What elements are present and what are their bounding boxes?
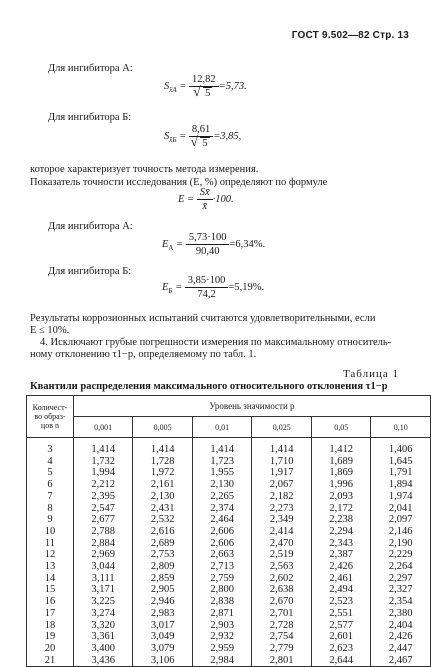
cell-quantile-value: 2,238 [311, 514, 371, 526]
cell-sample-count: 20 [27, 643, 74, 655]
cell-quantile-value: 1,894 [371, 479, 431, 491]
cell-quantile-value: 2,932 [192, 631, 252, 643]
quantile-table [26, 395, 431, 667]
cell-quantile-value: 3,049 [133, 631, 193, 643]
table-row [27, 584, 431, 596]
cell-quantile-value: 2,759 [192, 573, 252, 585]
cell-quantile-value: 2,265 [192, 491, 252, 503]
levels-row [27, 417, 431, 438]
cell-quantile-value: 2,395 [73, 491, 133, 503]
cell-quantile-value: 1,869 [311, 467, 371, 479]
table-row [27, 573, 431, 585]
cell-quantile-value: 2,426 [311, 561, 371, 573]
cell-quantile-value: 2,547 [73, 503, 133, 515]
table-row [27, 467, 431, 479]
cell-quantile-value: 1,972 [133, 467, 193, 479]
cell-quantile-value: 2,461 [311, 573, 371, 585]
table-row [27, 538, 431, 550]
cell-quantile-value: 2,212 [73, 479, 133, 491]
cell-quantile-value: 2,264 [371, 561, 431, 573]
cell-quantile-value: 2,809 [133, 561, 193, 573]
cell-quantile-value: 1,645 [371, 456, 431, 468]
cell-quantile-value: 2,387 [311, 549, 371, 561]
cell-quantile-value: 2,838 [192, 596, 252, 608]
text-precision-index: Показатель точности исследования (E, %) определяют по формуле [30, 177, 328, 188]
cell-quantile-value: 2,644 [311, 655, 371, 667]
fraction [189, 74, 219, 99]
cell-quantile-value: 2,859 [133, 573, 193, 585]
cell-quantile-value: 2,414 [252, 526, 312, 538]
cell-quantile-value: 2,431 [133, 503, 193, 515]
cell-quantile-value: 2,754 [252, 631, 312, 643]
cell-quantile-value: 2,563 [252, 561, 312, 573]
cell-quantile-value: 3,079 [133, 643, 193, 655]
cell-sample-count: 13 [27, 561, 74, 573]
cell-quantile-value: 2,788 [73, 526, 133, 538]
cell-quantile-value: 2,426 [371, 631, 431, 643]
cell-quantile-value: 1,955 [192, 467, 252, 479]
cell-quantile-value: 1,414 [73, 438, 133, 456]
cell-sample-count: 16 [27, 596, 74, 608]
cell-quantile-value: 1,728 [133, 456, 193, 468]
cell-quantile-value: 1,994 [73, 467, 133, 479]
cell-quantile-value: 3,106 [133, 655, 193, 667]
cell-quantile-value: 1,917 [252, 467, 312, 479]
header-level-0: 0,001 [73, 417, 133, 438]
table-title: Квантили распределения максимального относительного отклонения τ1−p [30, 381, 388, 392]
header-level-2: 0,01 [192, 417, 252, 438]
formula-lhs: S [164, 130, 170, 142]
cell-quantile-value: 3,017 [133, 620, 193, 632]
cell-sample-count: 17 [27, 608, 74, 620]
formula-subscript: А [168, 243, 174, 252]
cell-quantile-value: 2,871 [192, 608, 252, 620]
table-row [27, 631, 431, 643]
cell-quantile-value: 2,946 [133, 596, 193, 608]
cell-quantile-value: 2,606 [192, 538, 252, 550]
table-row [27, 526, 431, 538]
formula-result: =5,19%. [228, 281, 265, 293]
cell-quantile-value: 1,732 [73, 456, 133, 468]
cell-sample-count: 12 [27, 549, 74, 561]
cell-quantile-value: 1,791 [371, 467, 431, 479]
cell-quantile-value: 2,532 [133, 514, 193, 526]
text-characterizes: которое характеризует точность метода измерения. [30, 164, 259, 175]
formula-e-a: $E_А$ = $\frac{5,73\cdot 100}{90,40}$ =6,34%. [162, 232, 266, 257]
cell-quantile-value: 2,983 [133, 608, 193, 620]
cell-quantile-value: 2,273 [252, 503, 312, 515]
formula-result: =6,34%. [229, 238, 266, 250]
cell-quantile-value: 2,801 [252, 655, 312, 667]
cell-quantile-value: 2,297 [371, 573, 431, 585]
cell-sample-count: 10 [27, 526, 74, 538]
numerator: 12,82 [189, 74, 219, 87]
cell-quantile-value: 1,414 [192, 438, 252, 456]
header-level-5: 0,10 [371, 417, 431, 438]
cell-quantile-value: 3,320 [73, 620, 133, 632]
cell-quantile-value: 2,041 [371, 503, 431, 515]
formula-e [178, 187, 234, 212]
cell-quantile-value: 2,905 [133, 584, 193, 596]
cell-quantile-value: 2,067 [252, 479, 312, 491]
cell-quantile-value: 2,677 [73, 514, 133, 526]
table-body [27, 438, 431, 667]
fraction [185, 275, 229, 300]
cell-quantile-value: 2,327 [371, 584, 431, 596]
cell-quantile-value: 2,753 [133, 549, 193, 561]
cell-quantile-value: 2,884 [73, 538, 133, 550]
header-level-4: 0,05 [311, 417, 371, 438]
sqrt-icon: √ 5 [192, 138, 209, 149]
cell-sample-count: 14 [27, 573, 74, 585]
fraction [189, 124, 213, 149]
formula-subscript: x̄Б [169, 135, 177, 144]
text-for-inhibitor-a: Для ингибитора А: [48, 63, 133, 74]
cell-quantile-value: 1,689 [311, 456, 371, 468]
numerator: 8,61 [189, 124, 213, 137]
formula-lhs: E [162, 238, 169, 250]
cell-quantile-value: 2,190 [371, 538, 431, 550]
header-sample-count: Количест-во образ-цов n [27, 396, 74, 438]
cell-quantile-value: 1,412 [311, 438, 371, 456]
text-exclude-2: ному отклонению τ1−p, определяемому по табл. 1. [30, 349, 257, 360]
cell-quantile-value: 1,414 [252, 438, 312, 456]
numerator: Sx̄ [197, 187, 213, 200]
formula-s-a: $S_{x̄A}$ = 12,82 √ 5 =5,73. [164, 74, 247, 99]
cell-quantile-value: 3,171 [73, 584, 133, 596]
cell-quantile-value: 2,130 [192, 479, 252, 491]
cell-quantile-value: 3,400 [73, 643, 133, 655]
table-row [27, 655, 431, 667]
cell-quantile-value: 2,713 [192, 561, 252, 573]
cell-quantile-value: 3,044 [73, 561, 133, 573]
formula-result: =3,85, [213, 130, 242, 142]
cell-sample-count: 18 [27, 620, 74, 632]
cell-quantile-value: 2,182 [252, 491, 312, 503]
text-exclude-1: 4. Исключают грубые погрешности измерения по максимальному относитель- [40, 337, 392, 348]
table-row [27, 438, 431, 456]
text-for-inhibitor-b-2: Для ингибитора Б: [48, 266, 132, 277]
cell-quantile-value: 2,467 [371, 655, 431, 667]
cell-sample-count: 7 [27, 491, 74, 503]
table-row [27, 561, 431, 573]
denominator: x̄ [202, 201, 208, 212]
cell-quantile-value: 1,996 [311, 479, 371, 491]
cell-quantile-value: 2,354 [371, 596, 431, 608]
table-row [27, 514, 431, 526]
cell-quantile-value: 1,974 [371, 491, 431, 503]
text-results-1: Результаты коррозионных испытаний считаются удовлетворительными, если [30, 313, 376, 324]
formula-lhs: S [164, 80, 170, 92]
cell-quantile-value: 2,969 [73, 549, 133, 561]
cell-quantile-value: 2,097 [371, 514, 431, 526]
cell-quantile-value: 2,519 [252, 549, 312, 561]
cell-quantile-value: 2,161 [133, 479, 193, 491]
cell-sample-count: 4 [27, 456, 74, 468]
cell-sample-count: 19 [27, 631, 74, 643]
cell-quantile-value: 1,406 [371, 438, 431, 456]
text-results-2: E ≤ 10%. [30, 325, 70, 336]
cell-quantile-value: 2,984 [192, 655, 252, 667]
formula-lhs: E [162, 281, 169, 293]
denominator [189, 87, 219, 99]
header-significance-level: Уровень значимости p [73, 396, 430, 417]
cell-sample-count: 15 [27, 584, 74, 596]
formula-result: =5,73. [218, 80, 247, 92]
cell-quantile-value: 2,404 [371, 620, 431, 632]
cell-quantile-value: 2,689 [133, 538, 193, 550]
cell-quantile-value: 2,172 [311, 503, 371, 515]
cell-quantile-value: 3,274 [73, 608, 133, 620]
cell-sample-count: 21 [27, 655, 74, 667]
cell-quantile-value: 2,616 [133, 526, 193, 538]
cell-quantile-value: 2,447 [371, 643, 431, 655]
cell-quantile-value: 2,146 [371, 526, 431, 538]
cell-quantile-value: 2,701 [252, 608, 312, 620]
numerator: 5,73·100 [186, 232, 230, 245]
cell-quantile-value: 2,602 [252, 573, 312, 585]
formula-e-b: $E_Б$ = $\frac{3,85\cdot 100}{74,2}$ =5,19%. [162, 275, 265, 300]
table-row [27, 479, 431, 491]
cell-quantile-value: 2,523 [311, 596, 371, 608]
formula-lhs: E = [178, 193, 195, 205]
fraction [186, 232, 230, 257]
formula-result: ·100. [212, 193, 234, 205]
cell-quantile-value: 2,464 [192, 514, 252, 526]
cell-quantile-value: 2,903 [192, 620, 252, 632]
cell-quantile-value: 2,606 [192, 526, 252, 538]
cell-quantile-value: 2,229 [371, 549, 431, 561]
cell-quantile-value: 3,111 [73, 573, 133, 585]
cell-sample-count: 8 [27, 503, 74, 515]
cell-quantile-value: 2,551 [311, 608, 371, 620]
table-label: Таблица 1 [342, 368, 399, 380]
cell-quantile-value: 2,494 [311, 584, 371, 596]
table-row [27, 503, 431, 515]
cell-quantile-value: 2,374 [192, 503, 252, 515]
cell-quantile-value: 2,800 [192, 584, 252, 596]
denominator [189, 137, 213, 149]
cell-sample-count: 5 [27, 467, 74, 479]
cell-quantile-value: 2,294 [311, 526, 371, 538]
cell-sample-count: 9 [27, 514, 74, 526]
text-for-inhibitor-b: Для ингибитора Б: [48, 112, 132, 123]
cell-quantile-value: 2,779 [252, 643, 312, 655]
cell-quantile-value: 2,093 [311, 491, 371, 503]
cell-quantile-value: 2,380 [371, 608, 431, 620]
fraction [197, 187, 213, 212]
table-row [27, 549, 431, 561]
cell-sample-count: 6 [27, 479, 74, 491]
table-row [27, 596, 431, 608]
sqrt-icon: √ 5 [195, 88, 212, 99]
table-row [27, 491, 431, 503]
denominator: 90,40 [195, 246, 220, 257]
cell-quantile-value: 2,959 [192, 643, 252, 655]
table-row [27, 643, 431, 655]
cell-sample-count: 3 [27, 438, 74, 456]
cell-quantile-value: 2,728 [252, 620, 312, 632]
table-row [27, 620, 431, 632]
page-header: ГОСТ 9.502—82 Стр. 13 [291, 30, 409, 41]
cell-quantile-value: 3,225 [73, 596, 133, 608]
cell-quantile-value: 2,349 [252, 514, 312, 526]
cell-quantile-value: 2,670 [252, 596, 312, 608]
table-row [27, 456, 431, 468]
formula-subscript: x̄A [169, 85, 177, 94]
cell-quantile-value: 2,577 [311, 620, 371, 632]
header-level-3: 0,025 [252, 417, 312, 438]
header-level-1: 0,005 [133, 417, 193, 438]
formula-subscript: Б [168, 286, 173, 295]
cell-quantile-value: 1,710 [252, 456, 312, 468]
cell-quantile-value: 2,638 [252, 584, 312, 596]
cell-quantile-value: 2,470 [252, 538, 312, 550]
cell-quantile-value: 2,601 [311, 631, 371, 643]
cell-quantile-value: 2,663 [192, 549, 252, 561]
numerator: 3,85·100 [185, 275, 229, 288]
formula-s-b: $S_{x̄Б}$ = 8,61 √ 5 =3,85, [164, 124, 241, 149]
cell-quantile-value: 2,343 [311, 538, 371, 550]
cell-quantile-value: 1,414 [133, 438, 193, 456]
cell-quantile-value: 2,130 [133, 491, 193, 503]
table-row [27, 608, 431, 620]
cell-quantile-value: 3,436 [73, 655, 133, 667]
text-for-inhibitor-a-2: Для ингибитора А: [48, 221, 133, 232]
cell-quantile-value: 3,361 [73, 631, 133, 643]
cell-quantile-value: 2,623 [311, 643, 371, 655]
cell-quantile-value: 1,723 [192, 456, 252, 468]
denominator: 74,2 [197, 289, 216, 300]
cell-sample-count: 11 [27, 538, 74, 550]
